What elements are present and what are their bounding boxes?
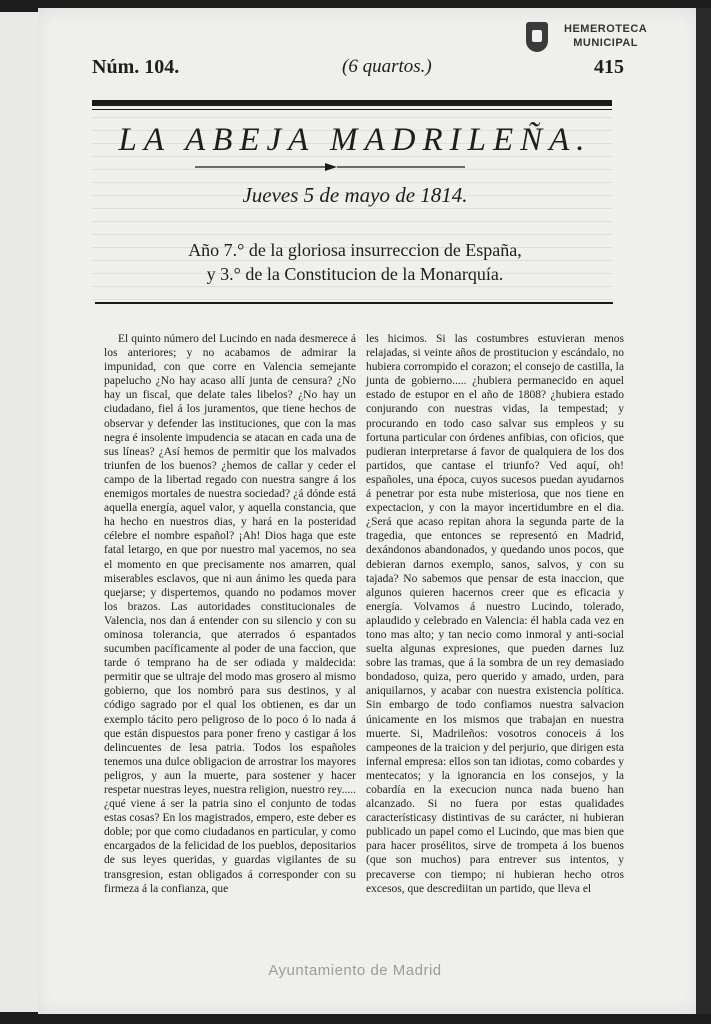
- coat-of-arms-icon: [526, 22, 548, 52]
- watermark: Ayuntamiento de Madrid: [268, 962, 442, 979]
- issue-price: (6 quartos.): [342, 56, 432, 77]
- newspaper-title: LA ABEJA MADRILEÑA.: [118, 122, 592, 158]
- section-rule: [95, 302, 613, 304]
- issue-date: Jueves 5 de mayo de 1814.: [242, 183, 468, 207]
- stamp-line-2: MUNICIPAL: [573, 37, 639, 49]
- stamp-line-1: HEMEROTECA: [564, 23, 648, 35]
- issue-number: Núm. 104.: [92, 56, 180, 78]
- article-column-left: [104, 332, 356, 896]
- article-text-left: El quinto número del Lucindo en nada desmerece á los anteriores; y no acabamos de admirar la impunidad, con que corre en Valencia semejante papelucho ¿No hay acaso allí junta de censura? ¿No hay un fiscal, que delate tales libelos? ¿No hay un ciudadano, fiel á los juramentos, que tiene hechos de observar y defender las instituciones, que con la mas negra é insolente impudencia se atacan en cada una de sus líneas? ¿Así hemos de permitir que los malvados triunfen de los buenos? ¿hemos de callar y ceder el campo de la libertad regado con nuestra sangre á los enemigos mortales de nuestra sociedad? ¿á dónde está aquella energía, aquel valor, y aquella constancia, que ha hecho en nuestros dias, y hará en la posteridad célebre el nombre español? ¡Ah! Dios haga que este fatal letargo, en que por nuestro mal yacemos, no sea el momento en que precisamente nos amarren, qual miserables esclavos, que ni aun ánimo les queda para quejarse; y dispertemos, quando no podamos mover los brazos. Las autoridades constitucionales de Valencia, nos dan á entender con su silencio y con su ominosa tolerancia, que aterrados ó espantados sucumben pacíficamente al poder de una faccion, que tarde ó temprano ha de ser odiada y maldecida: permitir que se ultraje del modo mas grosero al mismo gobierno, que los nombró para sus destinos, y al código sagrado por el qual los obtienen, es dar un exemplo tácito pero peligroso de lo poco ó lo nada á que están dispuestos para poner freno y castigar á los delincuentes de lesa patria. Todos los españoles tenemos una dulce obligacion de arrostrar los mayores peligros, y aun la muerte, para sostener y hacer respetar nuestras leyes, nuestra religion, nuestro rey..... ¿qué viene á ser la patria sino el conjunto de todas estas cosas? En los magistrados, empero, este deber es doble; por que como ciudadanos en particular, y como encargados de la felicidad de los pueblos, depositarios de sus leyes queridas, y guardas vigilantes de su transgresion, estan obligados á corresponder con su firmeza á la confianza, que: [104, 333, 356, 895]
- subtitle: [95, 238, 615, 286]
- header-rule-thick: [92, 100, 612, 106]
- article-column-right: [366, 332, 624, 896]
- library-stamp: [526, 20, 646, 58]
- subtitle-line-1: Año 7.° de la gloriosa insurreccion de España,: [188, 240, 522, 260]
- subtitle-line-2: y 3.° de la Constitucion de la Monarquía.: [206, 264, 504, 284]
- title-flourish: [195, 162, 465, 172]
- previous-page-edge: [0, 12, 41, 1012]
- article-text-right: les hicimos. Si las costumbres estuvieran menos relajadas, si veinte años de prostitucion y escándalo, no hubiera corrompido el corazon; el consejo de castilla, la junta de gobierno..... ¿hubiera permanecido en aquel estado de estupor en el año de 1808? ¿hubiera estado conjurando con nuestras vidas, la tempestad; y procurando en todo caso salvar sus empleos y su fortuna particular con órdenes anfibias, con oficios, que pudieran interpretarse á favor de qualquiera de los dos partidos, que cantase el triunfo? Ved aquí, oh! españoles, una época, cuyos sucesos puedan ayudarnos á penetrar por esta nube misteriosa, que nos tiene en expectacion, y con la mayor incertidumbre en el dia. ¿Será que acaso repitan ahora la segunda parte de la tragedia, que entonces se representó en Madrid, dexándonos abandonados, y quedando unos pocos, que debieran darnos exemplo, sanos, salvos, y con su tajada? No sabemos que pensar de esta inaccion, que algunos quieren hacernos creer que es eficacia y energía. Volvamos á nuestro Lucindo, tolerado, aplaudido y celebrado en Valencia: él habla cada vez en tono mas alto; y tan necio como inmoral y anti-social suelta algunas expresiones, que pueden darnes luz sobre las tramas, que á la sombra de un rey demasiado bondadoso, quiza, pero querido y amado, urden, para aniquilarnos, y acabar con nuestra existencia política. Sin embargo de todo confiamos nuestra salvacion únicamente en los mismos que trabajan en nuestra muerte. Si, Madrileños: vosotros conoceis á los campeones de la traicion y del perjurio, que dirigen esta infernal empresa: ellos son tan idiotas, como cobardes y mentecatos; y la ignorancia en los consejos, y la cobardía en la execucion nunca nada bueno han alcanzado. Si no fuera por estas qualidades característicasy distintivas de su carácter, ni hubieran publicado un papel como el Lucindo, que mas bien que para hacer prosélitos, sirve de trompeta á los buenos (que son muchos) para entrever sus intentos, y precaverse con tiempo; ni hubieran hecho otros excesos, que descrediitan un partido, que lleva el: [366, 333, 624, 895]
- stamp-text: [564, 22, 647, 50]
- header-rule-thin: [92, 109, 612, 110]
- page-shadow-edge: [696, 8, 711, 1014]
- page-number: 415: [594, 56, 624, 78]
